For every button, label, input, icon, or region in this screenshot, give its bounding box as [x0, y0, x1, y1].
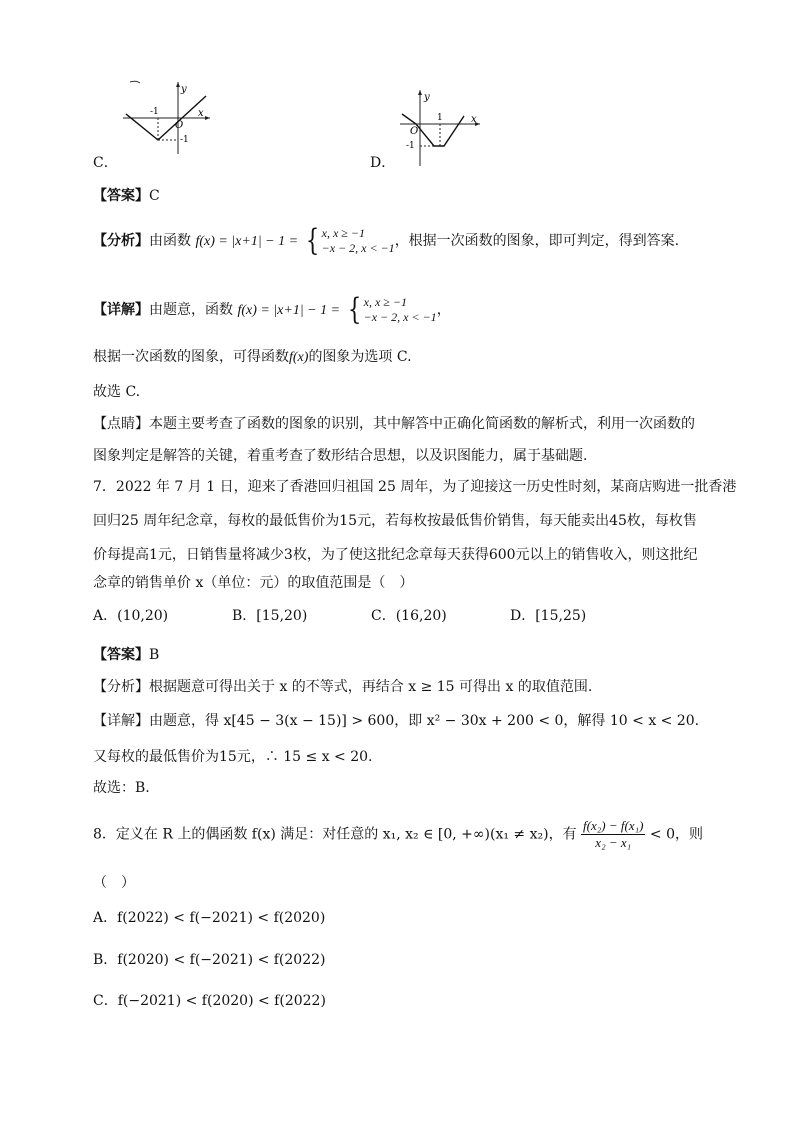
- q6-answer-line: [93, 186, 160, 206]
- q6-analysis-case1: x, x ≥ −1: [321, 226, 365, 240]
- q7-stem-line4: 念章的销售单价 x（单位：元）的取值范围是（ ）: [93, 575, 414, 591]
- q6-comment-line2: 图象判定是解答的关键，着重考查了数形结合思想，以及识图能力，属于基础题.: [93, 448, 588, 464]
- q7-stem-line2: 回归25 周年纪念章，每枚的最低售价为15元，若每枚按最低售价销售，每天能卖出45枚，每枚售: [93, 513, 697, 529]
- q6-choose: 故选 C.: [93, 384, 141, 400]
- q7-choose: 故选：B.: [93, 780, 150, 796]
- q6-answer-tag: 【答案】: [93, 188, 149, 204]
- q6-analysis-brace: {: [305, 223, 319, 258]
- q6-comment-line1: 【点睛】本题主要考查了函数的图象的识别，其中解答中正确化简函数的解析式，利用一次函数的: [93, 416, 695, 432]
- q6-conclusion: [93, 347, 412, 368]
- q7-option-a: A．(10,20): [93, 608, 169, 624]
- graph-d-svg: [396, 88, 486, 168]
- graph-c-svg: [118, 76, 218, 156]
- q7-answer-line: [93, 645, 159, 665]
- graph-c-origin: O: [175, 120, 184, 131]
- q7-also: 又每枚的最低售价为15元，∴ 15 ≤ x < 20.: [93, 749, 373, 765]
- q6-analysis-line: [93, 223, 680, 258]
- q8-frac-den: x₂ − x₁: [595, 835, 632, 850]
- q6-analysis-cases: [322, 226, 395, 256]
- q7-option-b: B．[15,20): [232, 608, 308, 624]
- option-c-label: C．: [93, 155, 118, 171]
- q8-paren: （ ）: [93, 875, 135, 891]
- graph-c-neg1-y: -1: [180, 135, 189, 145]
- graph-c-y-label: y: [181, 84, 187, 95]
- graph-option-d: [396, 88, 486, 168]
- q8-option-b: B．f(2020) < f(−2021) < f(2022): [93, 952, 326, 968]
- q6-analysis-fx: f(x) = |x+1| − 1 =: [195, 234, 299, 249]
- graph-c-neg1-x: -1: [150, 107, 159, 117]
- q6-analysis-post: ，根据一次函数的图象，即可判定，得到答案.: [394, 233, 680, 249]
- q6-detail-tag: 【详解】: [93, 302, 149, 318]
- q7-stem-line1: 7．2022 年 7 月 1 日，迎来了香港回归祖国 25 周年，为了迎接这一历史性时刻，某商店购进一批香港: [93, 479, 737, 495]
- q6-detail-fx: f(x) = |x+1| − 1 =: [237, 303, 341, 318]
- q8-stem-pre: 8．定义在 R 上的偶函数 f(x) 满足：对任意的 x₁, x₂ ∈ [0, +∞)(x₁ ≠ x₂)，有: [93, 826, 577, 843]
- graph-option-c: [118, 76, 218, 156]
- q6-answer: C: [149, 188, 160, 204]
- q7-option-c: C．(16,20): [371, 608, 447, 624]
- q6-detail-line: [93, 292, 451, 327]
- graph-d-x-label: x: [471, 114, 477, 125]
- graph-d-neg1-y: -1: [406, 141, 415, 151]
- q7-option-d: D．[15,25): [510, 608, 587, 624]
- option-d-label: D．: [370, 155, 396, 171]
- q6-detail-case2: −x − 2, x < −1: [363, 310, 437, 324]
- q8-stem-post: < 0，则: [649, 826, 703, 843]
- q8-option-c: C．f(−2021) < f(2020) < f(2022): [93, 993, 326, 1009]
- q6-detail-brace: {: [347, 292, 361, 327]
- q6-line3-pre: 根据一次函数的图象，可得函数: [93, 349, 289, 365]
- q7-answer-tag: 【答案】: [93, 647, 149, 663]
- q8-frac-num: f(x₂) − f(x₁): [583, 818, 644, 833]
- q6-line3-fx: f(x): [289, 350, 309, 365]
- graph-d-y-label: y: [424, 92, 430, 103]
- q6-detail-post: ，: [436, 302, 451, 318]
- graph-c-x-label: x: [198, 108, 204, 119]
- q6-analysis-tag: 【分析】: [93, 233, 149, 249]
- q6-analysis-pre: 由函数: [149, 233, 191, 249]
- q6-line3-post: 的图象为选项 C.: [308, 349, 412, 365]
- q7-answer: B: [149, 647, 160, 663]
- q7-stem-line3: 价每提高1元，日销售量将减少3枚，为了使这批纪念章每天获得600元以上的销售收入，则这批纪: [93, 547, 698, 563]
- q8-option-a: A．f(2022) < f(−2021) < f(2020): [93, 910, 326, 926]
- q6-detail-case1: x, x ≥ −1: [363, 295, 407, 309]
- q8-fraction: [581, 818, 645, 851]
- q7-analysis: 【分析】根据题意可得出关于 x 的不等式，再结合 x ≥ 15 可得出 x 的取值范围.: [93, 679, 593, 695]
- q6-detail-cases: [364, 295, 437, 325]
- graph-d-one-x: 1: [437, 113, 443, 123]
- graph-d-origin: O: [410, 126, 419, 137]
- q8-stem: [93, 818, 703, 851]
- q6-detail-pre: 由题意，函数: [149, 302, 233, 318]
- q6-analysis-case2: −x − 2, x < −1: [321, 241, 395, 255]
- q7-detail: 【详解】由题意，得 x[45 − 3(x − 15)] > 600，即 x² − 30x + 200 < 0，解得 10 < x < 20.: [93, 713, 700, 729]
